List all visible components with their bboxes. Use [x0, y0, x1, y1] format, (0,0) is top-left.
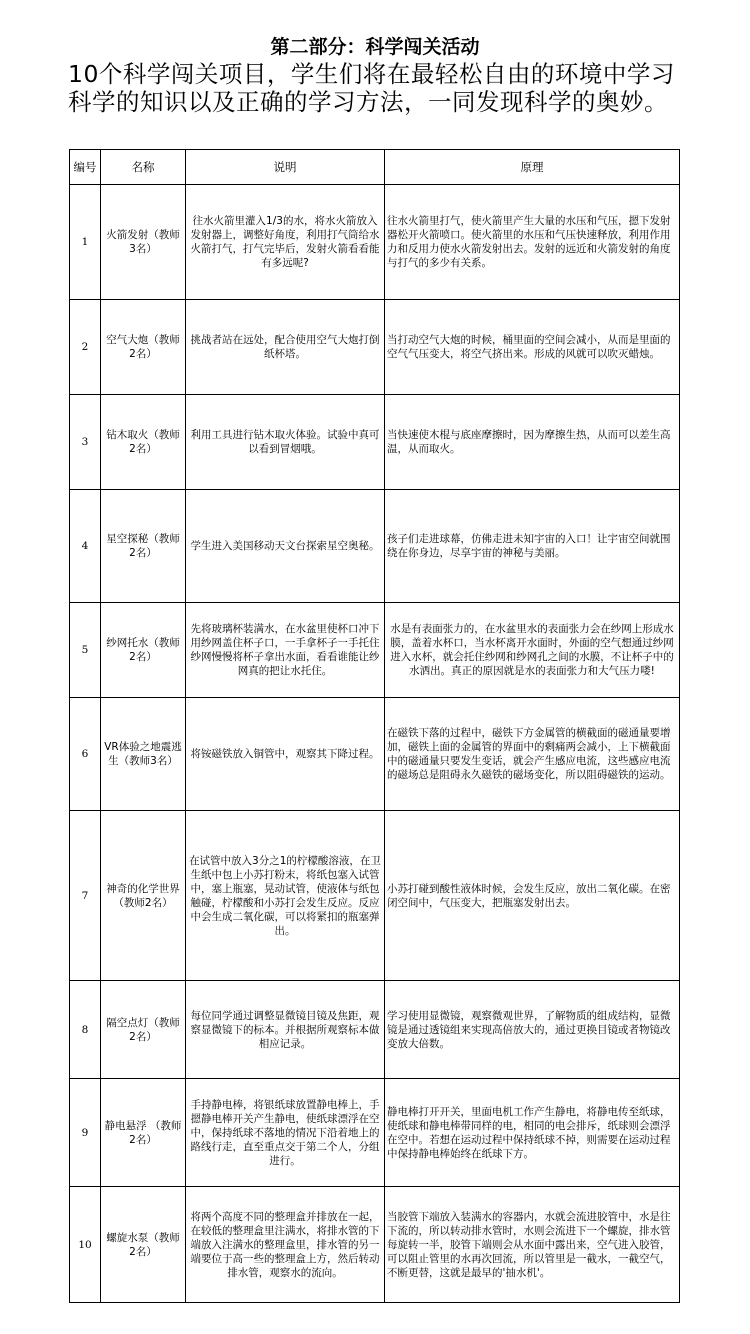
- row-principle: 学习使用显微镜，观察微观世界，了解物质的组成结构，显微镜是通过透镜组来实现高倍放大的，通过更换目镜或者物镜改变放大倍数。: [385, 981, 680, 1079]
- row-no: 1: [70, 185, 101, 300]
- header-desc: 说明: [186, 150, 385, 185]
- table-row: [70, 811, 680, 981]
- row-desc: 挑战者站在远处，配合使用空气大炮打倒纸杯塔。: [186, 300, 385, 395]
- row-desc: 将两个高度不同的整理盒并排放在一起，在较低的整理盒里注满水，将排水管的下端放入注满水的整理盒里，排水管的另一端要位于高一些的整理盒上方，然后转动排水管，观察水的流向。: [186, 1187, 385, 1303]
- row-no: 5: [70, 603, 101, 698]
- row-no: 7: [70, 811, 101, 981]
- row-name: 钻木取火（教师2名）: [101, 395, 186, 490]
- row-name: VR体验之地震逃生（教师3名）: [101, 698, 186, 811]
- row-name: 火箭发射（教师3名）: [101, 185, 186, 300]
- row-desc: 在试管中放入3分之1的柠檬酸溶液，在卫生纸中包上小苏打粉末，将纸包塞入试管中，塞上瓶塞，晃动试管，使液体与纸包触碰，柠檬酸和小苏打会发生反应。反应中会生成二氧化碳，可以将紧扣的瓶塞弹出。: [186, 811, 385, 981]
- row-principle: 孩子们走进球幕，仿佛走进未知宇宙的入口！让宇宙空间就围绕在你身边，尽享宇宙的神秘与美丽。: [385, 490, 680, 603]
- row-principle: 往水火箭里打气，使火箭里产生大量的水压和气压，摁下发射器松开火箭喷口。使火箭里的水压和气压快速释放，利用作用力和反用力使水火箭发射出去。发射的远近和火箭发射的角度与打气的多少有关系。: [385, 185, 680, 300]
- row-name: 纱网托水（教师2名）: [101, 603, 186, 698]
- row-no: 8: [70, 981, 101, 1079]
- table-header-row: [70, 150, 680, 185]
- header-name: 名称: [101, 150, 186, 185]
- row-name: 螺旋水泵（教师2名）: [101, 1187, 186, 1303]
- row-no: 9: [70, 1079, 101, 1187]
- section-title: 第二部分：科学闯关活动: [270, 36, 480, 58]
- row-no: 4: [70, 490, 101, 603]
- row-desc: 先将玻璃杯装满水，在水盆里使杯口冲下用纱网盖住杯子口，一手拿杯子一手托住纱网慢慢将杯子拿出水面，看看谁能让纱网真的把让水托住。: [186, 603, 385, 698]
- header-principle: 原理: [385, 150, 680, 185]
- row-name: 星空探秘（教师2名）: [101, 490, 186, 603]
- intro-paragraph: 10个科学闯关项目，学生们将在最轻松自由的环境中学习科学的知识以及正确的学习方法，一同发现科学的奥妙。: [68, 60, 675, 116]
- row-principle: 静电棒打开开关，里面电机工作产生静电，将静电传至纸球，使纸球和静电棒带同样的电，相同的电会排斥，纸球则会漂浮在空中。若想在运动过程中保持纸球不掉，则需要在运动过程中保持静电棒始终在纸球下方。: [385, 1079, 680, 1187]
- table-row: [70, 698, 680, 811]
- row-desc: 利用工具进行钻木取火体验。试验中真可以看到冒烟哦。: [186, 395, 385, 490]
- row-name: 隔空点灯（教师2名）: [101, 981, 186, 1079]
- row-name: 神奇的化学世界（教师2名）: [101, 811, 186, 981]
- row-desc: 手持静电棒，将银纸球放置静电棒上，手摁静电棒开关产生静电，使纸球漂浮在空中，保持纸球不落地的情况下沿着地上的路线行走，直至重点交于第二个人，分组进行。: [186, 1079, 385, 1187]
- activity-table: [69, 149, 680, 1303]
- row-desc: 将铵磁铁放入铜管中，观察其下降过程。: [186, 698, 385, 811]
- row-principle: 小苏打碰到酸性液体时候，会发生反应，放出二氧化碳。在密闭空间中，气压变大，把瓶塞发射出去。: [385, 811, 680, 981]
- row-desc: 学生进入美国移动天文台探索星空奥秘。: [186, 490, 385, 603]
- table-row: [70, 1079, 680, 1187]
- table-row: [70, 395, 680, 490]
- table-row: [70, 490, 680, 603]
- row-principle: 当胶管下端放入装满水的容器内，水就会流进胶管中，水是往下流的，所以转动排水管时，水则会流进下一个螺旋，排水管每旋转一半，胶管下端则会从水面中露出来，空气进入胶管，可以阻止管里的水再次回流，所以管里是一截水，一截空气，不断更替，这就是最早的'抽水机'。: [385, 1187, 680, 1303]
- row-no: 10: [70, 1187, 101, 1303]
- table-row: [70, 603, 680, 698]
- row-principle: 当快速使木棍与底座摩擦时，因为摩擦生热，从而可以差生高温，从而取火。: [385, 395, 680, 490]
- row-principle: 当打动空气大炮的时候，桶里面的空间会减小，从而是里面的空气气压变大，将空气挤出来。形成的风就可以吹灭蜡烛。: [385, 300, 680, 395]
- row-name: 空气大炮（教师2名）: [101, 300, 186, 395]
- row-desc: 每位同学通过调整显微镜目镜及焦距，观察显微镜下的标本。并根据所观察标本做相应记录。: [186, 981, 385, 1079]
- table-row: [70, 300, 680, 395]
- table-row: [70, 1187, 680, 1303]
- table-row: [70, 981, 680, 1079]
- row-principle: 水是有表面张力的，在水盆里水的表面张力会在纱网上形成水膜，盖着水杯口，当水杯离开水面时，外面的空气想通过纱网进入水杯，就会托住纱网和纱网孔之间的水膜，不让杯子中的水洒出。真正的原因就是水的表面张力和大气压力喽!: [385, 603, 680, 698]
- row-name: 静电悬浮 （教师2名）: [101, 1079, 186, 1187]
- header-no: 编号: [70, 150, 101, 185]
- row-no: 2: [70, 300, 101, 395]
- row-no: 3: [70, 395, 101, 490]
- row-principle: 在磁铁下落的过程中，磁铁下方金属管的横截面的磁通量要增加，磁铁上面的金属管的界面中的剩痛两会减小，上下横截面中的磁通量只要发生变话，就会产生感应电流，这些感应电流的磁场总是阻碍永久磁铁的磁场变化，所以阻碍磁铁的运动。: [385, 698, 680, 811]
- table-row: [70, 185, 680, 300]
- row-desc: 往水火箭里灌入1/3的水，将水火箭放入发射器上，调整好角度，利用打气筒给水火箭打气，打气完毕后，发射火箭看看能有多远呢?: [186, 185, 385, 300]
- row-no: 6: [70, 698, 101, 811]
